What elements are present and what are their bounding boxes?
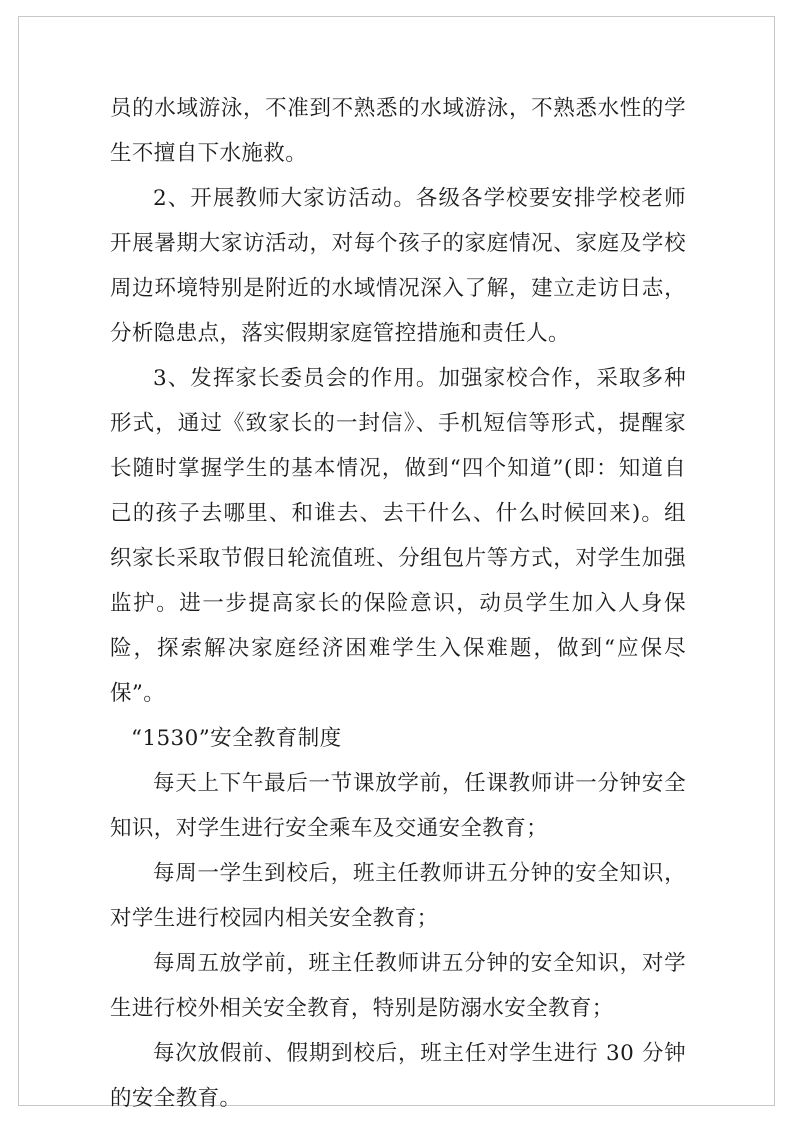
- paragraph-weekly-friday-five-minutes: 每周五放学前，班主任教师讲五分钟的安全知识，对学生进行校外相关安全教育，特别是防溺水安全教育；: [110, 951, 686, 1021]
- paragraph-holiday-thirty-minutes: 每次放假前、假期到校后，班主任对学生进行 30 分钟的安全教育。: [110, 1041, 686, 1111]
- paragraph-continued-swim-rule: 员的水域游泳，不准到不熟悉的水域游泳，不熟悉水性的学生不擅自下水施救。: [110, 96, 686, 166]
- paragraph-item-2-home-visits: 2、开展教师大家访活动。各级各学校要安排学校老师开展暑期大家访活动，对每个孩子的家庭情况、家庭及学校周边环境特别是附近的水域情况深入了解，建立走访日志，分析隐患点，落实假期家庭管控措施和责任人。: [110, 186, 686, 346]
- document-body: [110, 86, 686, 1121]
- paragraph-weekly-monday-five-minutes: 每周一学生到校后，班主任教师讲五分钟的安全知识，对学生进行校园内相关安全教育；: [110, 861, 686, 931]
- section-title-1530: “1530”安全教育制度: [131, 726, 342, 751]
- paragraph-item-3-parent-committee: 3、发挥家长委员会的作用。加强家校合作，采取多种形式，通过《致家长的一封信》、手机短信等形式，提醒家长随时掌握学生的基本情况，做到“四个知道”(即：知道自己的孩子去哪里、和谁去、去干什么、什么时候回来)。组织家长采取节假日轮流值班、分组包片等方式，对学生加强监护。进一步提高家长的保险意识，动员学生加入人身保险，探索解决家庭经济困难学生入保难题，做到“应保尽保”。: [110, 366, 686, 706]
- paragraph-daily-one-minute: 每天上下午最后一节课放学前，任课教师讲一分钟安全知识，对学生进行安全乘车及交通安全教育；: [110, 771, 686, 841]
